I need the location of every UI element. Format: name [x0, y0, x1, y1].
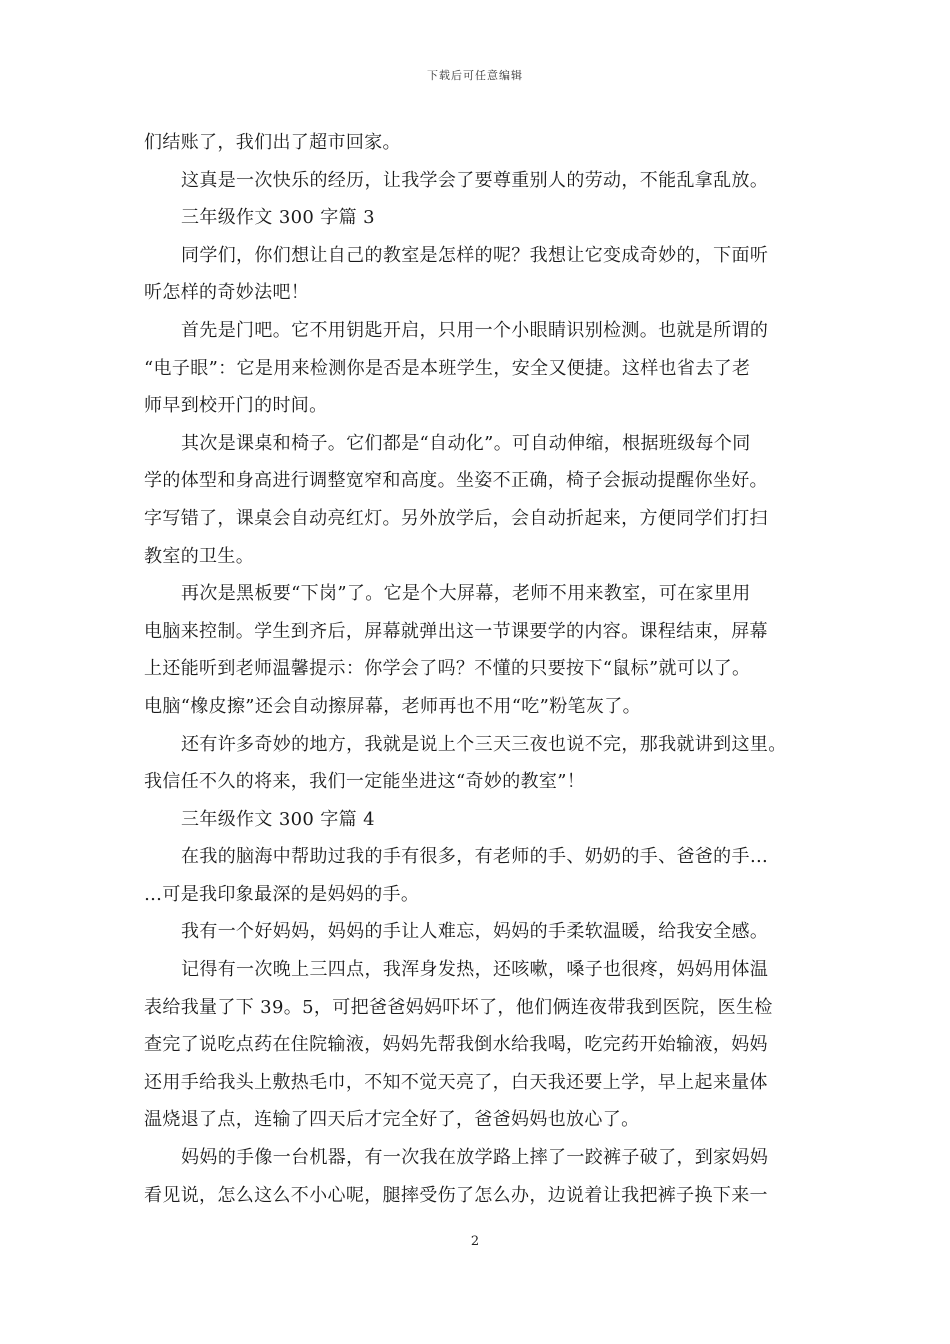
text-line: 温烧退了点，连输了四天后才完全好了，爸爸妈妈也放心了。 — [144, 1109, 640, 1131]
text-line: 电脑来控制。学生到齐后，屏幕就弹出这一节课要学的内容。课程结束，屏幕 — [144, 620, 768, 642]
text-line: 这真是一次快乐的经历，让我学会了要尊重别人的劳动，不能乱拿乱放。 — [181, 169, 769, 191]
text-line: 师早到校开门的时间。 — [144, 395, 328, 417]
text-line: 妈妈的手像一台机器，有一次我在放学路上摔了一跤裤子破了，到家妈妈 — [181, 1147, 769, 1169]
text-line: 同学们，你们想让自己的教室是怎样的呢？我想让它变成奇妙的，下面听 — [181, 244, 769, 266]
text-line: 查完了说吃点药在住院输液，妈妈先帮我倒水给我喝，吃完药开始输液，妈妈 — [144, 1034, 768, 1056]
text-line: 们结账了，我们出了超市回家。 — [144, 132, 401, 153]
text-line: 表给我量了下 39。5，可把爸爸妈妈吓坏了，他们俩连夜带我到医院，医生检 — [144, 996, 773, 1018]
text-line: 再次是黑板要“下岗”了。它是个大屏幕，老师不用来教室，可在家里用 — [181, 583, 751, 605]
document-body — [144, 124, 812, 1214]
text-line: 听怎样的奇妙法吧！ — [144, 282, 310, 304]
text-line: 上还能听到老师温馨提示：你学会了吗？不懂的只要按下“鼠标”就可以了。 — [144, 658, 751, 680]
text-line: 在我的脑海中帮助过我的手有很多，有老师的手、奶奶的手、爸爸的手… — [181, 846, 769, 868]
text-line: 教室的卫生。 — [144, 545, 255, 567]
text-line: 我有一个好妈妈，妈妈的手让人难忘，妈妈的手柔软温暖，给我安全感。 — [181, 921, 769, 943]
page-header: 下载后可任意编辑 — [427, 69, 523, 82]
text-line: 电脑“橡皮擦”还会自动擦屏幕，老师再也不用“吃”粉笔灰了。 — [144, 695, 641, 717]
text-line: 我信任不久的将来，我们一定能坐进这“奇妙的教室”！ — [144, 771, 586, 793]
text-line: “电子眼”：它是用来检测你是否是本班学生，安全又便捷。这样也省去了老 — [144, 357, 751, 379]
section-heading: 三年级作文 300 字篇 4 — [181, 808, 375, 830]
text-line: 还有许多奇妙的地方，我就是说上个三天三夜也说不完，那我就讲到这里。 — [181, 733, 787, 755]
page-number: 2 — [470, 1234, 480, 1249]
text-line: 还用手给我头上敷热毛巾，不知不觉天亮了，白天我还要上学，早上起来量体 — [144, 1071, 768, 1093]
text-line: 记得有一次晚上三四点，我浑身发热，还咳嗽，嗓子也很疼，妈妈用体温 — [181, 959, 769, 981]
text-line: 首先是门吧。它不用钥匙开启，只用一个小眼睛识别检测。也就是所谓的 — [181, 319, 769, 341]
text-line: …可是我印象最深的是妈妈的手。 — [144, 883, 420, 905]
section-heading: 三年级作文 300 字篇 3 — [181, 207, 375, 229]
text-line: 字写错了，课桌会自动亮红灯。另外放学后，会自动折起来，方便同学们打扫 — [144, 507, 768, 529]
text-line: 学的体型和身高进行调整宽窄和高度。坐姿不正确，椅子会振动提醒你坐好。 — [144, 470, 768, 492]
text-line: 看见说，怎么这么不小心呢，腿摔受伤了怎么办，边说着让我把裤子换下来一 — [144, 1184, 768, 1206]
text-line: 其次是课桌和椅子。它们都是“自动化”。可自动伸缩，根据班级每个同 — [181, 432, 751, 454]
